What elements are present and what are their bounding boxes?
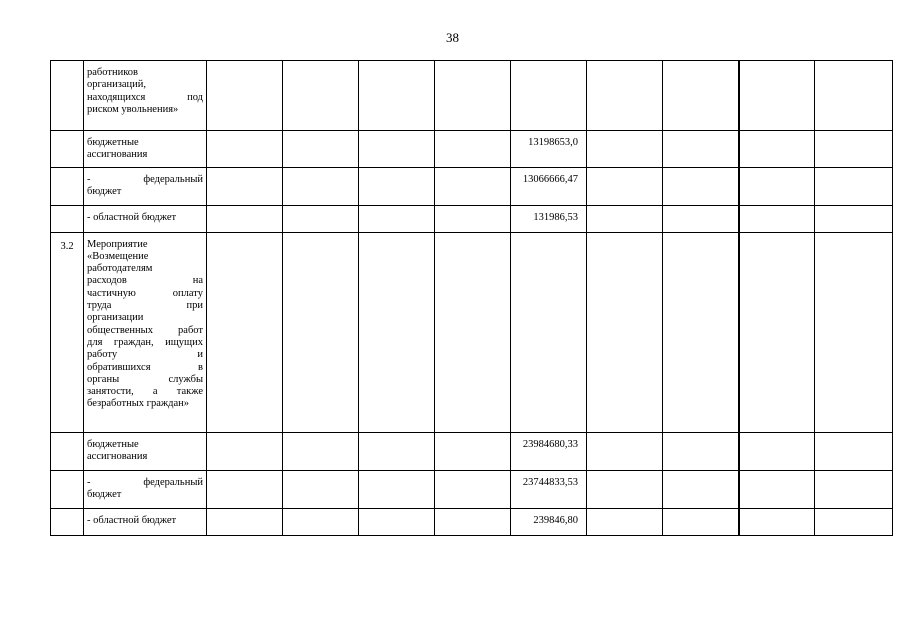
empty-cell <box>435 508 511 535</box>
row-name-cell <box>84 432 207 470</box>
row-name-line: - областной бюджет <box>87 211 177 223</box>
empty-cell <box>739 61 815 131</box>
empty-cell <box>435 131 511 168</box>
row-name-cell <box>84 508 207 535</box>
row-name-line: организации <box>87 312 144 324</box>
row-name-line: для граждан, ищущих <box>87 336 203 348</box>
row-number-cell <box>51 131 84 168</box>
empty-cell <box>739 470 815 508</box>
row-value-cell: 23744833,53 <box>511 470 587 508</box>
empty-cell <box>815 432 893 470</box>
empty-cell <box>739 167 815 205</box>
empty-cell <box>435 205 511 232</box>
row-name-line: органы службы <box>87 373 203 385</box>
empty-cell <box>283 432 359 470</box>
row-name-line: ассигнования <box>87 149 148 161</box>
row-name-line: «Возмещение <box>87 250 149 262</box>
row-name-cell <box>84 205 207 232</box>
row-name-line: безработных граждан» <box>87 398 189 410</box>
row-name-line: бюджетные <box>87 137 139 148</box>
page-number: 38 <box>446 30 459 45</box>
row-name-line: - областной бюджет <box>87 514 177 526</box>
empty-cell <box>663 131 739 168</box>
empty-cell <box>815 61 893 131</box>
row-value-cell: 13198653,0 <box>511 131 587 168</box>
budget-table <box>50 60 893 536</box>
empty-cell <box>587 205 663 232</box>
row-name-line: работников <box>87 67 138 78</box>
row-number-cell <box>51 470 84 508</box>
empty-cell <box>739 131 815 168</box>
row-name-line: - федеральный <box>87 476 203 488</box>
row-value-cell: 239846,80 <box>511 508 587 535</box>
empty-cell <box>815 131 893 168</box>
empty-cell <box>663 508 739 535</box>
empty-cell <box>207 61 283 131</box>
empty-cell <box>739 432 815 470</box>
row-name-line: расходов на <box>87 275 203 287</box>
empty-cell <box>359 508 435 535</box>
empty-cell <box>359 232 435 432</box>
table-row <box>51 432 893 470</box>
empty-cell <box>435 432 511 470</box>
budget-table-container <box>50 60 892 536</box>
empty-cell <box>663 432 739 470</box>
empty-cell <box>359 167 435 205</box>
table-row <box>51 61 893 131</box>
table-row <box>51 508 893 535</box>
row-name-line: организаций, <box>87 79 146 91</box>
empty-cell <box>587 508 663 535</box>
empty-cell <box>283 131 359 168</box>
row-value-cell <box>511 61 587 131</box>
row-name-cell <box>84 131 207 168</box>
empty-cell <box>359 205 435 232</box>
empty-cell <box>815 167 893 205</box>
empty-cell <box>207 508 283 535</box>
row-name-line: бюджетные <box>87 438 139 450</box>
row-number-cell <box>51 167 84 205</box>
empty-cell <box>435 470 511 508</box>
row-value-cell <box>511 232 587 432</box>
empty-cell <box>663 232 739 432</box>
empty-cell <box>283 508 359 535</box>
row-name-line: работодателям <box>87 263 153 275</box>
row-name-cell <box>84 470 207 508</box>
empty-cell <box>207 432 283 470</box>
row-name-line: находящихся под <box>87 91 203 103</box>
empty-cell <box>587 470 663 508</box>
table-row <box>51 205 893 232</box>
table-row <box>51 167 893 205</box>
row-name-line: риском увольнения» <box>87 103 179 115</box>
empty-cell <box>815 232 893 432</box>
row-value-cell: 131986,53 <box>511 205 587 232</box>
empty-cell <box>587 131 663 168</box>
row-name-line: бюджет <box>87 488 122 500</box>
row-number-cell <box>51 508 84 535</box>
empty-cell <box>283 205 359 232</box>
row-name-line: труда при <box>87 300 203 312</box>
empty-cell <box>815 508 893 535</box>
empty-cell <box>359 61 435 131</box>
row-number-cell: 3.2 <box>51 232 84 432</box>
row-name-line: бюджет <box>87 185 122 197</box>
row-name-line: - федеральный <box>87 173 203 185</box>
empty-cell <box>283 470 359 508</box>
row-name-cell <box>84 167 207 205</box>
empty-cell <box>207 470 283 508</box>
row-name-line: обратившихся в <box>87 361 203 373</box>
empty-cell <box>739 232 815 432</box>
empty-cell <box>663 167 739 205</box>
empty-cell <box>207 131 283 168</box>
empty-cell <box>587 232 663 432</box>
empty-cell <box>815 205 893 232</box>
empty-cell <box>359 131 435 168</box>
empty-cell <box>435 232 511 432</box>
empty-cell <box>435 167 511 205</box>
empty-cell <box>283 167 359 205</box>
empty-cell <box>739 205 815 232</box>
empty-cell <box>435 61 511 131</box>
empty-cell <box>739 508 815 535</box>
empty-cell <box>207 205 283 232</box>
empty-cell <box>815 470 893 508</box>
row-name-line: занятости, а также <box>87 386 203 398</box>
row-name-line: работу и <box>87 349 203 361</box>
empty-cell <box>283 232 359 432</box>
row-name-cell <box>84 61 207 131</box>
table-row <box>51 232 893 432</box>
empty-cell <box>587 432 663 470</box>
row-number-cell <box>51 61 84 131</box>
empty-cell <box>663 205 739 232</box>
row-number-cell <box>51 432 84 470</box>
row-name-line: общественных работ <box>87 324 203 336</box>
row-name-line: Мероприятие <box>87 238 148 250</box>
empty-cell <box>283 61 359 131</box>
empty-cell <box>207 167 283 205</box>
table-row <box>51 470 893 508</box>
row-name-line: частичную оплату <box>87 287 203 299</box>
empty-cell <box>587 61 663 131</box>
row-name-line: ассигнования <box>87 450 148 462</box>
empty-cell <box>359 470 435 508</box>
row-value-cell: 23984680,33 <box>511 432 587 470</box>
empty-cell <box>207 232 283 432</box>
row-value-cell: 13066666,47 <box>511 167 587 205</box>
table-row <box>51 131 893 168</box>
empty-cell <box>663 470 739 508</box>
empty-cell <box>663 61 739 131</box>
empty-cell <box>359 432 435 470</box>
row-number-cell <box>51 205 84 232</box>
row-name-cell <box>84 232 207 432</box>
empty-cell <box>587 167 663 205</box>
